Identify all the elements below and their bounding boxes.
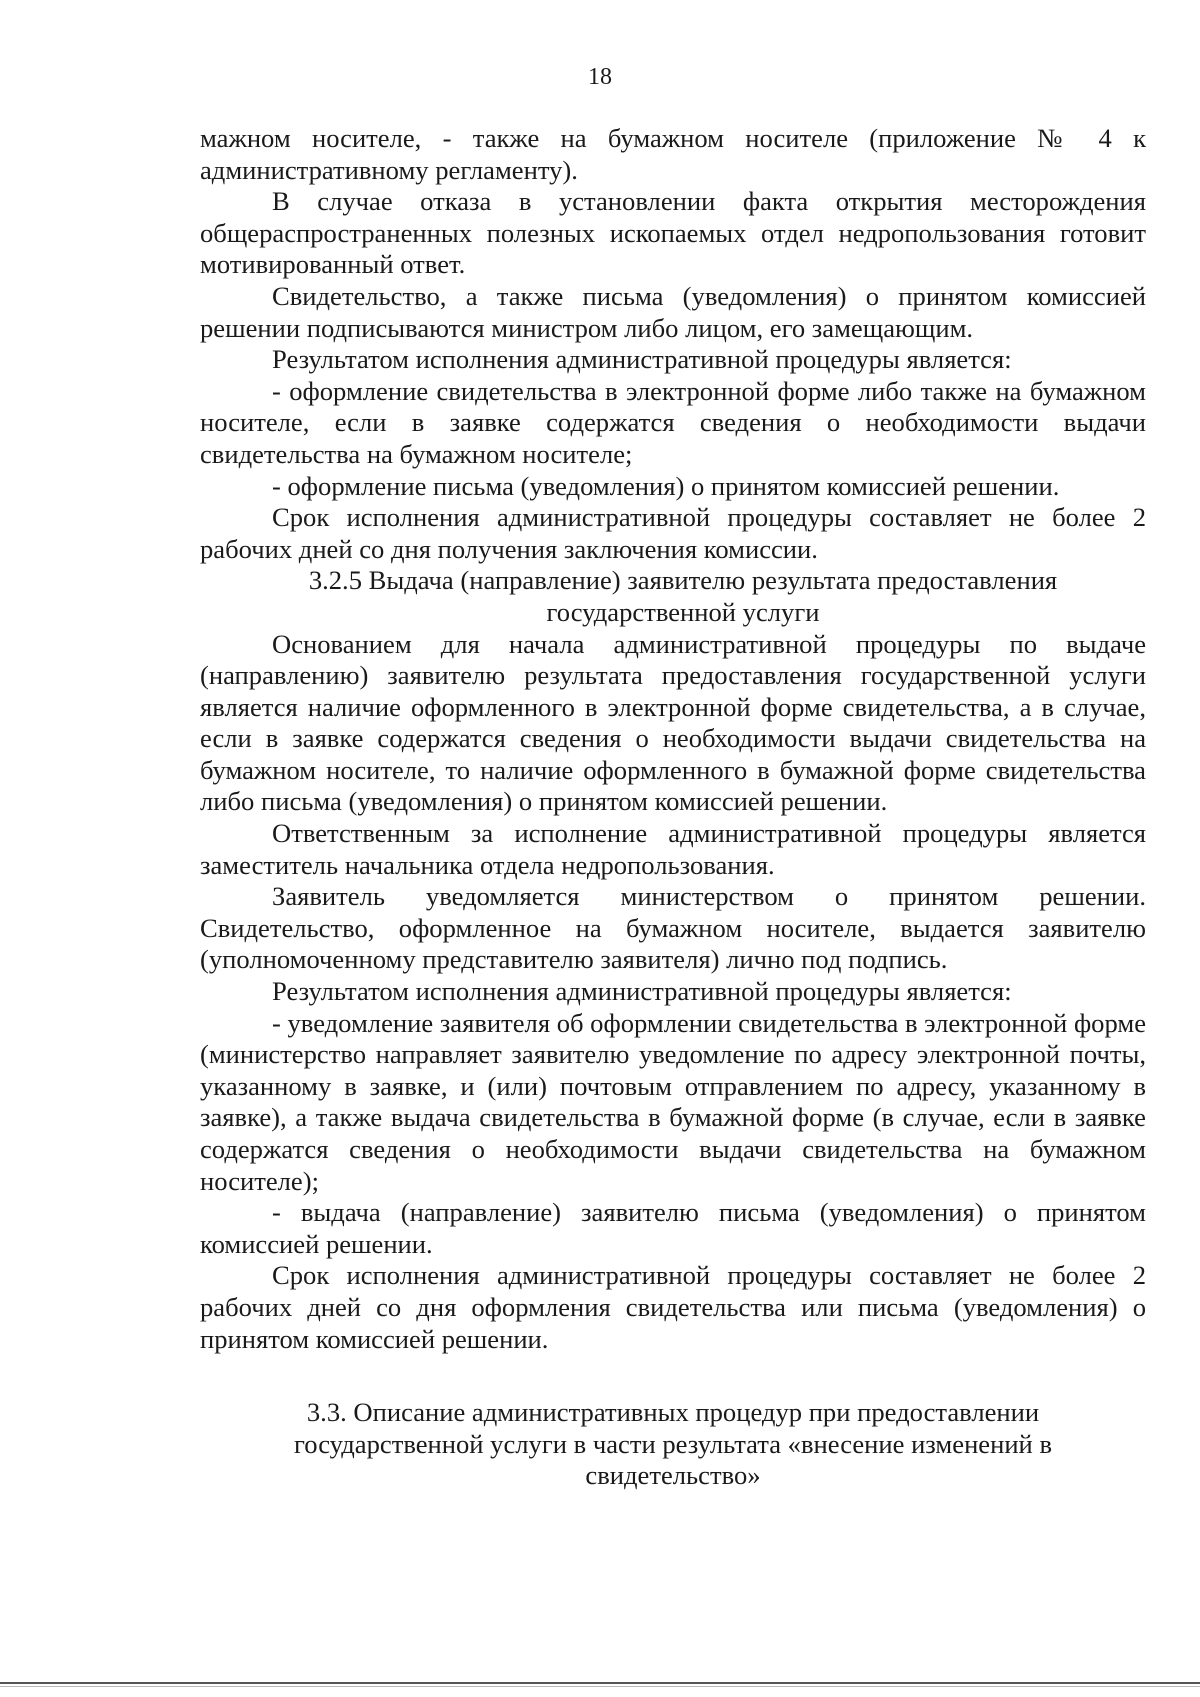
paragraph-responsible: Ответственным за исполнение административной процедуры является заместитель начальника отдела недропользования. <box>200 818 1146 880</box>
paragraph-refusal: В случае отказа в установлении факта открытия месторождения общераспространенных полезных ископаемых отдел недропользования готовит мотивированный ответ. <box>200 186 1146 280</box>
paragraph-basis: Основанием для начала административной процедуры по выдаче (направлению) заявителю результата предоставления государственной услуги является наличие оформленного в электронной форме свидетельства, а в случае, если в заявке содержатся сведения о необходимости выдачи свидетельства на бумажном носителе, то наличие оформленного в бумажной форме свидетельства либо письма (уведомления) о принятом комиссией решении. <box>200 628 1146 817</box>
paragraph-notification: Заявитель уведомляется министерством о принятом решении. Свидетельство, оформленное на бумажном носителе, выдается заявителю (уполномоченному представителю заявителя) лично под подпись. <box>200 881 1146 975</box>
paragraph-result-item-1: - оформление свидетельства в электронной форме либо также на бумажном носителе, если в заявке содержатся сведения о необходимости выдачи свидетельства на бумажном носителе; <box>200 375 1146 469</box>
paragraph-term: Срок исполнения административной процедуры составляет не более 2 рабочих дней со дня получения заключения комиссии. <box>200 502 1146 564</box>
section-heading-3-3: 3.3. Описание административных процедур при предоставлении государственной услуги в части результата «внесение изменений в свидетельство» <box>294 1397 1052 1491</box>
paragraph-continuation: мажном носителе, - также на бумажном носителе (приложение № 4 к административному регламенту). <box>200 123 1146 185</box>
paragraph-result-intro: Результатом исполнения административной процедуры является: <box>272 344 1012 375</box>
paragraph-result-item-4: - выдача (направление) заявителю письма (уведомления) о принятом комиссией решении. <box>200 1197 1146 1259</box>
paragraph-signing: Свидетельство, а также письма (уведомления) о принятом комиссией решении подписываются министром либо лицом, его замещающим. <box>200 280 1146 343</box>
paragraph-result-item-2: - оформление письма (уведомления) о принятом комиссией решении. <box>272 470 1060 501</box>
page-bottom-edge <box>0 1682 1200 1684</box>
paragraph-result-item-3: - уведомление заявителя об оформлении свидетельства в электронной форме (министерство направляет заявителю уведомление по адресу электронной почты, указанному в заявке, и (или) почтовым отправлением по адресу, указанному в заявке), а также выдача свидетельства в бумажной форме (в случае, если в заявке содержатся сведения о необходимости выдачи свидетельства на бумажном носителе); <box>200 1007 1146 1196</box>
page-number: 18 <box>588 64 612 90</box>
page-bottom-edge-shadow <box>0 1686 1200 1687</box>
document-body <box>200 123 1146 1492</box>
paragraph-result-intro-2: Результатом исполнения административной процедуры является: <box>272 976 1012 1007</box>
paragraph-term-2: Срок исполнения административной процедуры составляет не более 2 рабочих дней со дня оформления свидетельства или письма (уведомления) о принятом комиссией решении. <box>200 1260 1146 1354</box>
subsection-heading-3-2-5: 3.2.5 Выдача (направление) заявителю результата предоставления государственной услуги <box>308 565 1058 627</box>
